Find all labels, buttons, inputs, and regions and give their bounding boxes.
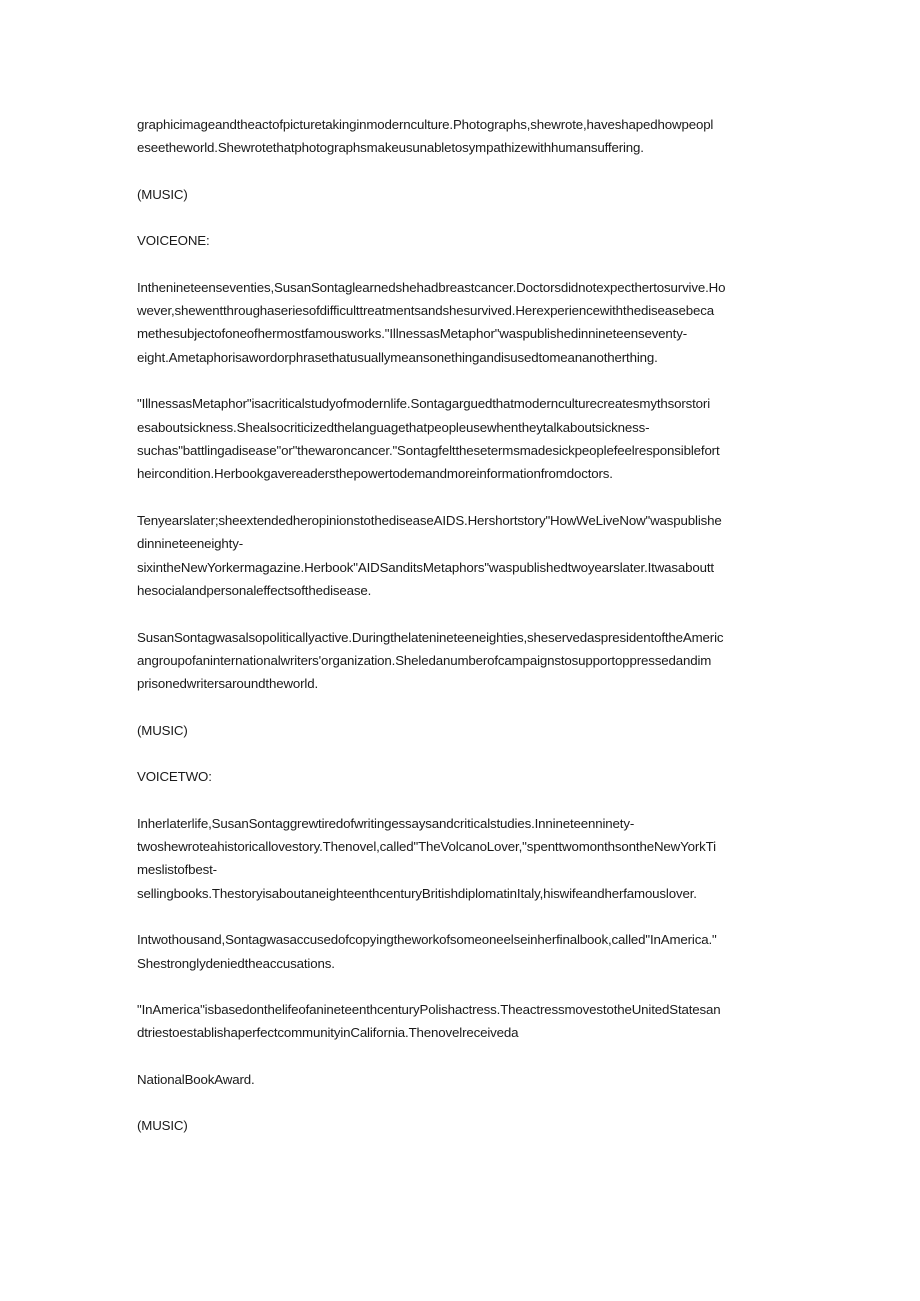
text-line: SusanSontagwasalsopoliticallyactive.Duringthelatenineteeneighties,sheservedaspresidentoftheAmeric (137, 629, 724, 645)
text-line: "IllnessasMetaphor"isacriticalstudyofmodernlife.Sontagarguedthatmodernculturecreatesmythsorstori (137, 396, 711, 412)
paragraph-p14 (137, 1114, 787, 1137)
paragraph-p12 (137, 998, 787, 1045)
document-page (137, 113, 787, 1161)
paragraph-p11 (137, 928, 787, 975)
text-line: sellingbooks.ThestoryisaboutaneighteenthcenturyBritishdiplomatinItaly,hiswifeandherfamouslover. (137, 885, 697, 901)
paragraph-p7 (137, 626, 787, 696)
paragraph-p8 (137, 719, 787, 742)
text-line: hesocialandpersonaleffectsofthedisease. (137, 583, 372, 599)
text-line: Intwothousand,Sontagwasaccusedofcopyingtheworkofsomeoneelseinherfinalbook,called"InAmerica." (137, 932, 717, 948)
text-line: NationalBookAward. (137, 1071, 255, 1087)
text-line: prisonedwritersaroundtheworld. (137, 676, 319, 692)
text-line: esaboutsickness.Shealsocriticizedthelanguagethatpeopleusewhentheytalkaboutsickness- (137, 419, 650, 435)
paragraph-p13 (137, 1068, 787, 1091)
text-line: suchas"battlingadisease"or"thewaroncancer."Sontagfeltthesetermsmadesickpeoplefeelresponsiblefort (137, 443, 720, 459)
text-line: Shestronglydeniedtheaccusations. (137, 955, 335, 971)
paragraph-p10 (137, 812, 787, 906)
text-line: graphicimageandtheactofpicturetakinginmodernculture.Photographs,shewrote,haveshapedhowpeopl (137, 117, 714, 132)
text-line: meslistofbest- (137, 862, 217, 878)
text-line: Inthenineteenseventies,SusanSontaglearnedshehadbreastcancer.Doctorsdidnotexpecthertosurvive.Ho (137, 279, 726, 295)
text-line: twoshewroteahistoricallovestory.Thenovel,called"TheVolcanoLover,"spenttwomonthsontheNewYorkTi (137, 838, 716, 854)
text-line: "InAmerica"isbasedonthelifeofanineteenthcenturyPolishactress.TheactressmovestotheUnitedStatesan (137, 1001, 721, 1017)
text-line: angroupofaninternationalwriters'organization.Sheledanumberofcampaignstosupportoppressedandim (137, 652, 712, 668)
text-line: (MUSIC) (137, 186, 188, 202)
text-line: VOICETWO: (137, 769, 212, 785)
paragraph-p5 (137, 392, 787, 486)
text-line: wever,shewentthroughaseriesofdifficulttreatmentsandshesurvived.Herexperiencewiththediseasebeca (137, 303, 714, 319)
text-line: Tenyearslater;sheextendedheropinionstothediseaseAIDS.Hershortstory"HowWeLiveNow"waspublishe (137, 512, 722, 528)
text-line: methesubjectofoneofhermostfamousworks."IllnessasMetaphor"waspublishedinnineteenseventy- (137, 326, 687, 342)
paragraph-p4 (137, 276, 787, 370)
text-line: (MUSIC) (137, 1118, 188, 1134)
text-line: eseetheworld.Shewrotethatphotographsmakeusunabletosympathizewithhumansuffering. (137, 140, 644, 156)
text-line: dinnineteeneighty- (137, 536, 243, 552)
text-line: heircondition.Herbookgavereadersthepowertodemandmoreinformationfromdoctors. (137, 466, 613, 482)
paragraph-p2 (137, 183, 787, 206)
text-line: dtriestoestablishaperfectcommunityinCalifornia.Thenovelreceiveda (137, 1025, 519, 1041)
paragraph-p3 (137, 229, 787, 252)
text-line: (MUSIC) (137, 722, 188, 738)
text-line: Inherlaterlife,SusanSontaggrewtiredofwritingessaysandcriticalstudies.Innineteenninety- (137, 815, 635, 831)
paragraph-p1 (137, 113, 787, 160)
text-line: eight.Ametaphorisawordorphrasethatusuallymeansonethingandisusedtomeananotherthing. (137, 349, 658, 365)
text-line: VOICEONE: (137, 233, 210, 249)
paragraph-p6 (137, 509, 787, 603)
paragraph-p9 (137, 765, 787, 788)
text-line: sixintheNewYorkermagazine.Herbook"AIDSanditsMetaphors"waspublishedtwoyearslater.Itwasaboutt (137, 559, 714, 575)
